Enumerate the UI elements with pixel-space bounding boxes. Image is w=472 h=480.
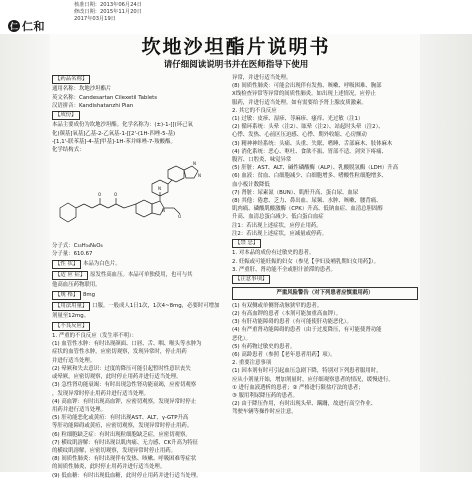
spec-text: 8mg bbox=[83, 291, 96, 298]
adverse-cont-line: (6) 血液：贫血、白细胞减少、白细胞增多、嗜酸性粒细胞增多、 bbox=[232, 173, 387, 180]
caution-line: ③ 服用利尿降压药的患者。 bbox=[232, 392, 298, 399]
ingredients-line: 化)羰基]氧基]乙基-2-乙氧基-1-[[2'-(1H-四唑-5-基) bbox=[52, 130, 176, 137]
english-name: 英文名称：Candesartan Cilexetil Tablets bbox=[52, 94, 158, 101]
adverse-cont-line: 注2：若出现上述症状，应减量或停药。 bbox=[232, 230, 328, 237]
adverse-cont-line: (1) 过敏：皮疹、湿疹、荨麻疹、瘙痒、光过敏（注1） bbox=[232, 116, 364, 123]
adverse-line: (2) 晕厥和失去意识：过度的降压可能引起暂时性意识丧失 bbox=[52, 365, 191, 372]
revision-dates bbox=[74, 2, 142, 23]
caution-line: (3) 有肝功能障碍的患者（有可能使肝功能恶化）。 bbox=[232, 319, 352, 326]
adverse-cont-line: (5) 肝脏：AST、ALT、碱性磷酸酶（ALP）、乳酸脱氢酶（LDH）升高 bbox=[232, 165, 399, 172]
adverse-cont-line: (2) 循环系统：头晕（注2）、眩晕（注2）、站起时头晕（注2）、 bbox=[232, 124, 384, 131]
svg-text:N: N bbox=[193, 161, 196, 167]
caution-line: 恶化）。 bbox=[232, 335, 251, 342]
svg-text:O: O bbox=[178, 214, 182, 220]
svg-text:N: N bbox=[198, 173, 201, 179]
adverse-cont-line: 肌肉痛、磷酸肌酸激酶（CPK）升高、低钠血症、血清总胆固醇 bbox=[232, 206, 383, 213]
dosage-section bbox=[52, 301, 222, 312]
adverse-cont-line: X线检查异常等异常的间质性肺炎。如出现上述情况，应停止 bbox=[232, 91, 376, 98]
revision-date-1: 修改日期：2015年11月20日 bbox=[74, 9, 142, 15]
caution-line: (4) 有严重肾功能障碍的患者（由于过度降压，有可能使肾功能 bbox=[232, 327, 382, 334]
adverse-line: ，发现异常时停止用药并进行适当处理。 bbox=[52, 390, 150, 397]
brand-logo bbox=[8, 19, 45, 33]
caution-line: (5) 有药物过敏史的患者。 bbox=[232, 343, 296, 350]
brand-logo-text: 仁和 bbox=[22, 20, 45, 33]
warning-box-title: 严重风险警告（对下列患者应慎重用药） bbox=[276, 290, 374, 297]
section-heading-contraindications: 【禁 忌】 bbox=[232, 239, 261, 248]
section-heading-precautions: 【注意事项】 bbox=[232, 275, 270, 284]
adverse-line: (3) 急性肾功能衰竭：有时出现急性肾功能衰竭，应密切观察 bbox=[52, 382, 197, 389]
brand-logo-icon: 仁 bbox=[10, 21, 18, 31]
adverse-line: 1. 严重的不良反应（发生率不明）： bbox=[52, 333, 138, 340]
chemical-structure-diagram bbox=[52, 156, 222, 240]
document-title: 坎地沙坦酯片说明书 bbox=[141, 36, 331, 58]
caution-line: 应从小剂量开始，增加剂量时，应仔细观察患者的情况，缓慢进行。 bbox=[232, 376, 394, 383]
biphenyl-ring-2 bbox=[168, 166, 184, 182]
adverse-cont-line: (8) 间质性肺炎：可能会出现伴有发热、咳嗽、呼吸困难、胸部 bbox=[232, 83, 382, 90]
section-heading-spec: 【规 格】 bbox=[52, 291, 81, 300]
caution-line: (1) 有双侧或单侧肾动脉狭窄的患者。 bbox=[232, 302, 323, 309]
adverse-cont-line: 服药，并进行适当处理。如有需要给予肾上腺皮质激素。 bbox=[232, 99, 367, 106]
svg-text:O: O bbox=[98, 192, 102, 198]
indication-text: 原发性高血压。本品可单独使用，也可与其 bbox=[90, 272, 193, 279]
svg-text:N: N bbox=[162, 208, 165, 214]
adverse-line: 或晕厥，应密切观察，此时停止用药并进行适当处理。 bbox=[52, 374, 182, 381]
adverse-line: (8) 间质性肺炎：有时出现伴有发热、咳嗽、呼吸困难等症状 bbox=[52, 456, 197, 463]
molecular-formula: 分子式：C₃₃H₃₄N₆O₆ bbox=[52, 243, 103, 250]
spec-section bbox=[52, 290, 222, 301]
caution-line: 驾驶车辆等操作时应注意。 bbox=[232, 409, 297, 416]
caution-line: 2. 重要注意事项 bbox=[232, 360, 272, 367]
section-heading-adverse: 【不良反应】 bbox=[52, 322, 90, 331]
page-right-margin bbox=[420, 0, 472, 472]
approval-date: 核准日期：2013年06月24日 bbox=[74, 2, 142, 8]
caution-line: (6) 高龄患者（参照【老年患者用药】项）。 bbox=[232, 351, 336, 358]
adverse-cont-line: 升高、血清总蛋白减少、低白蛋白血症 bbox=[232, 214, 324, 221]
adverse-cont-line: 注1：若出现上述症状，应停止用药。 bbox=[232, 222, 322, 229]
chemical-structure-svg bbox=[52, 156, 222, 240]
caution-line: (2) 有高血钾的患者（本剂可能加重高血钾）。 bbox=[232, 310, 342, 317]
dosage-text-cont: 剂量至12mg。 bbox=[52, 313, 90, 320]
adverse-cont-line: (3) 精神神经系统：头痛、头重、失眠、嗜睡、舌部麻木、肢体麻木 bbox=[232, 140, 393, 147]
traits-text: 本品为白色片。 bbox=[83, 260, 121, 267]
adverse-line: (1) 血管性水肿：有时出现颜面、口唇、舌、咽、喉头等水肿为 bbox=[52, 341, 202, 348]
contra-line: 2. 妊娠或可能妊娠的妇女（参见【孕妇及哺乳期妇女用药】）。 bbox=[232, 258, 380, 265]
adverse-line: (9) 低血糖：有时出现低血糖，此时停止用药并进行适当处理。 bbox=[52, 472, 202, 479]
warning-box bbox=[232, 287, 418, 299]
indication-section bbox=[52, 270, 222, 281]
adverse-line: (5) 肝功能恶化或黄疸：有时出现AST、ALT、γ-GTP升高 bbox=[52, 415, 189, 422]
adverse-line: 的间质性肺炎，此时停止用药并进行适当处理。 bbox=[52, 464, 166, 471]
page-left-margin bbox=[0, 34, 50, 472]
indication-text-cont: 他高血压药物联用。 bbox=[52, 282, 101, 289]
adverse-line: 的横纹肌溶解，应密切观察，发现异常时停止用药。 bbox=[52, 447, 176, 454]
section-heading-ingredients: 【成份】 bbox=[52, 111, 80, 120]
section-heading-name: 【药品名称】 bbox=[52, 75, 90, 84]
section-heading-indication: 【适 应 症】 bbox=[52, 271, 88, 280]
contra-line: 1. 对本品的成份有过敏史的患者。 bbox=[232, 250, 315, 257]
benzimidazole-ring bbox=[136, 200, 152, 217]
tetrazole-ring bbox=[184, 166, 198, 178]
generic-name: 通用名称：坎地沙坦酯片 bbox=[52, 86, 112, 93]
caution-line: ① 进行血液透析的患者；② 严格进行限盐疗法的患者； bbox=[232, 384, 364, 391]
traits-section bbox=[52, 259, 222, 270]
section-heading-dosage: 【用法用量】 bbox=[52, 302, 90, 311]
pinyin-name: 汉语拼音：Kandishatanzhi Pian bbox=[52, 102, 134, 109]
dosage-text: 口服。一般成人1日1次，1次4~8mg，必要时可增加 bbox=[92, 303, 220, 310]
adverse-cont-line: 2. 其它的不良反应 bbox=[232, 107, 277, 114]
ingredients-line: 本品主要成份为坎地沙坦酯。化学名称为：(±)-1-[[(环己氧 bbox=[52, 122, 193, 129]
svg-text:N: N bbox=[158, 186, 161, 192]
caution-line: (1) 因本剂有时可引起血压急剧下降，特别对下列患者服用时， bbox=[232, 368, 382, 375]
adverse-cont-line: 心悸、发热、心前区压迫感、心悸、期外收缩、心房颤动 bbox=[232, 132, 367, 139]
adverse-line: 用药并进行适当处理。 bbox=[52, 406, 106, 413]
adverse-cont-line: 腹泻、口腔炎、味觉异常 bbox=[232, 157, 292, 164]
svg-text:O: O bbox=[114, 192, 118, 198]
cyclohexyl-ring bbox=[60, 203, 76, 222]
revision-date-2: 2017年03月19日 bbox=[74, 16, 116, 22]
adverse-line: 等肝功能障碍或黄疸，应密切观察，发现异常时停止用药。 bbox=[52, 423, 193, 430]
ingredients-line: 化学结构式： bbox=[52, 147, 85, 154]
adverse-line: 症状的血管性水肿，应密切观察，发现异常时，停止用药 bbox=[52, 349, 187, 356]
left-column bbox=[52, 74, 222, 480]
document-subtitle: 请仔细阅读说明书并在医师指导下使用 bbox=[163, 60, 309, 70]
adverse-line: (7) 横纹肌溶解：有时出现以肌肉痛、无力感、CK升高为特征 bbox=[52, 439, 199, 446]
adverse-line: (6) 粒细胞缺乏症：有时出现粒细胞缺乏症，应密切观察。 bbox=[52, 431, 191, 438]
right-column bbox=[232, 74, 418, 417]
molecular-weight: 分子量：610.67 bbox=[52, 251, 93, 258]
ingredients-line: -[1,1'-联苯基]-4-基]甲基]-1H-苯并咪唑-7-羧酸酯。 bbox=[52, 138, 176, 145]
section-heading-traits: 【性 状】 bbox=[52, 260, 81, 269]
caution-line: (2) 由于降压作用，有时出现头晕、蹒跚，故进行高空作业、 bbox=[232, 401, 377, 408]
contra-line: 3. 严重肝、肾功能不全或胆汁淤滞的患者。 bbox=[232, 266, 336, 273]
adverse-cont-line: (8) 其他：倦怠、乏力、鼻出血、尿频、水肿、咳嗽、腰背痛、 bbox=[232, 198, 382, 205]
leaflet-header bbox=[0, 0, 472, 34]
adverse-cont-line: 血小板计数降低 bbox=[232, 181, 270, 188]
adverse-cont-line: (7) 肾脏：尿素氮（BUN）、肌酐升高、蛋白尿、血尿 bbox=[232, 189, 359, 196]
adverse-cont-line: 异常，并进行适当处理。 bbox=[232, 75, 292, 81]
adverse-line: (4) 高血钾：有时出现高血钾，应密切观察，发现异常时停止 bbox=[52, 398, 197, 405]
adverse-cont-line: (4) 消化系统：恶心、呕吐、食欲不振、胃部不适、剑突下疼痛、 bbox=[232, 148, 387, 155]
adverse-line: 并进行适当处理。 bbox=[52, 357, 96, 364]
